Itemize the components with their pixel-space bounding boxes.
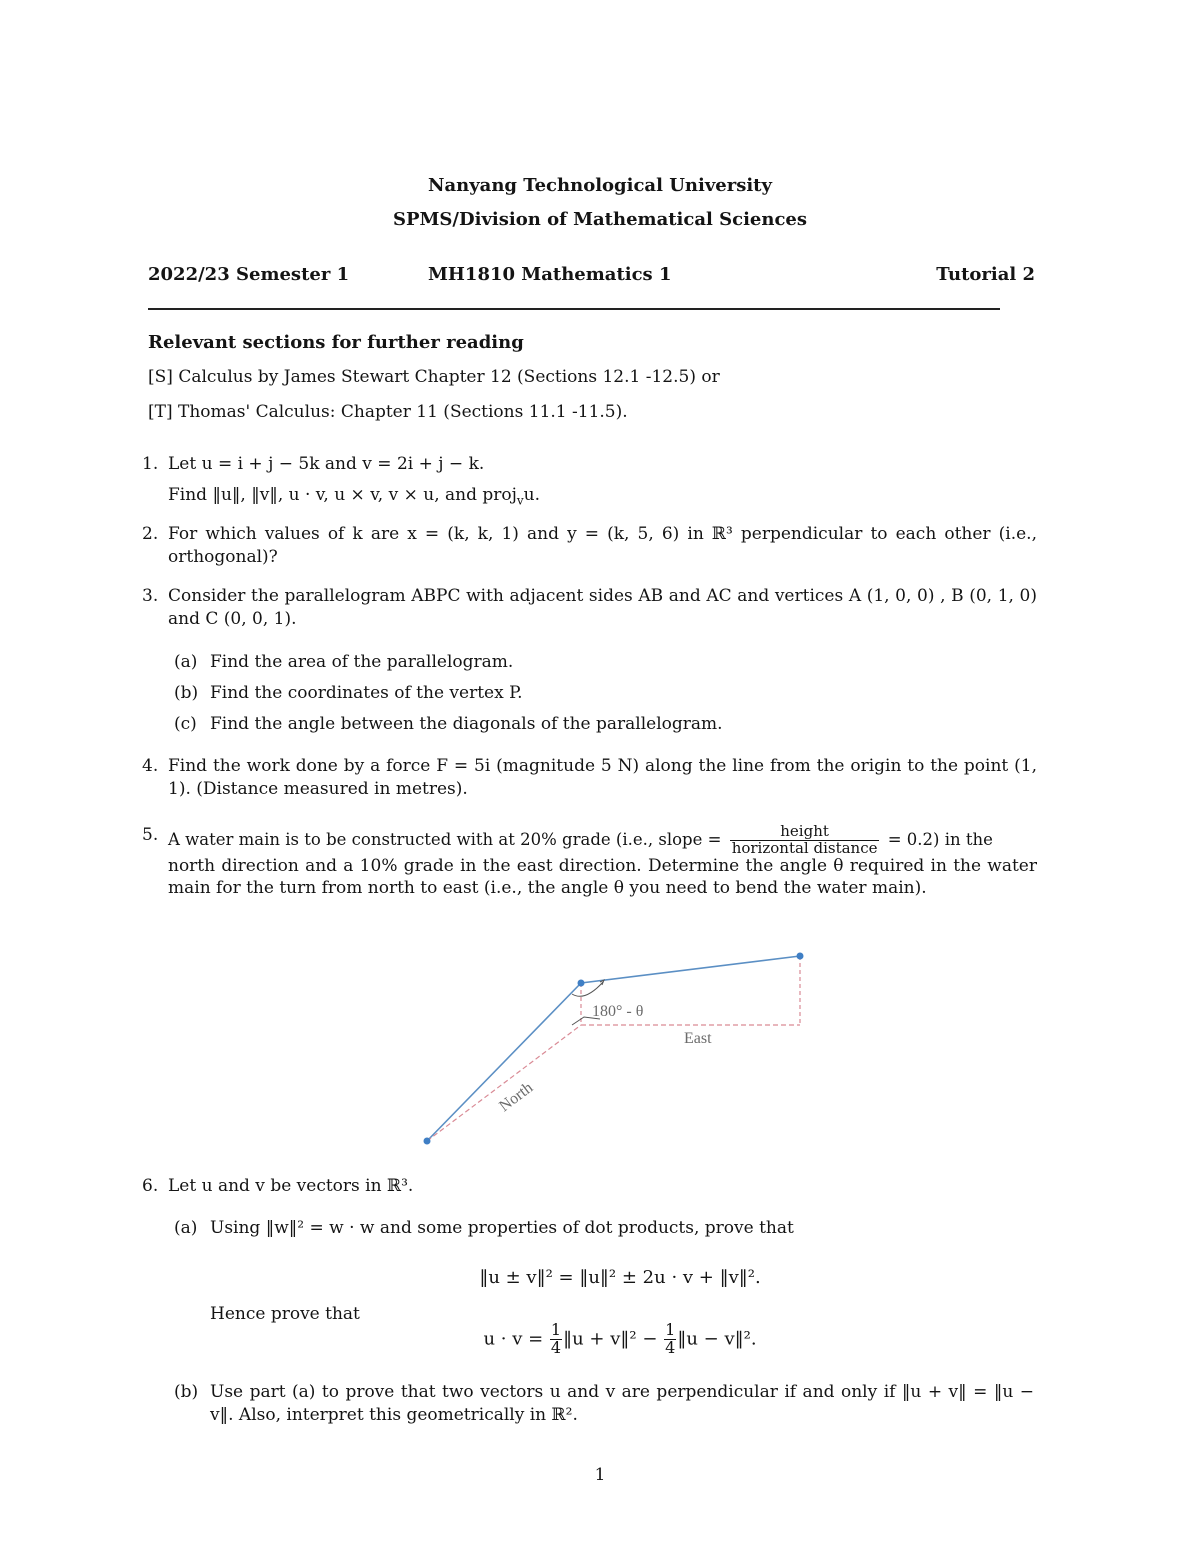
question-3-text: Consider the parallelogram ABPC with adjacent sides AB and AC and vertices A (1, 0, 0) , B (0, 1, 0) and C (0, 0, 1).	[168, 586, 1037, 629]
slope-fraction	[730, 824, 880, 857]
question-number: 1.	[142, 454, 159, 474]
proj-subscript: v	[516, 493, 524, 508]
question-5-line1	[168, 824, 1037, 857]
water-main-diagram	[400, 940, 820, 1155]
fraction-quarter-2	[664, 1322, 676, 1357]
question-4	[142, 755, 1037, 801]
fraction-denominator: horizontal distance	[731, 838, 878, 857]
question-3c	[174, 713, 1034, 736]
reading-ref-thomas: [T] Thomas' Calculus: Chapter 11 (Sections 11.1 -11.5).	[148, 402, 628, 422]
fraction-numerator: height	[730, 824, 880, 841]
part-label: (b)	[174, 1382, 199, 1402]
fraction-quarter-1	[550, 1322, 562, 1357]
question-6b-text: Use part (a) to prove that two vectors u and v are perpendicular if and only if ‖u + v‖ = ‖u − v‖. Also, interpret this geometrically in ℝ².	[210, 1382, 1034, 1425]
part-label: (b)	[174, 683, 199, 703]
semester-label: 2022/23 Semester 1	[148, 264, 350, 285]
question-1-end: u.	[523, 484, 541, 505]
part-label: (a)	[174, 652, 198, 672]
start-point	[424, 1138, 431, 1145]
question-number: 4.	[142, 756, 159, 776]
fraction-numerator: 1	[550, 1320, 562, 1339]
question-number: 6.	[142, 1176, 159, 1196]
question-2-text: For which values of k are x = (k, k, 1) and y = (k, 5, 6) in ℝ³ perpendicular to each other (i.e., orthogonal)?	[168, 524, 1037, 567]
question-6a	[174, 1217, 1034, 1240]
question-5	[142, 824, 1037, 900]
bend-point	[578, 980, 585, 987]
east-pipe-line	[581, 956, 800, 983]
header-divider	[148, 308, 1000, 310]
north-pipe-line	[427, 983, 581, 1141]
question-4-text: Find the work done by a force F = 5i (magnitude 5 N) along the line from the origin to the point (1, 1). (Distance measured in metres).	[168, 756, 1037, 799]
north-ground-dashed	[427, 1025, 581, 1141]
north-label: North	[496, 1079, 537, 1116]
fraction-denominator: 4	[550, 1337, 562, 1357]
fraction-numerator: 1	[665, 1320, 676, 1339]
question-5-rest: north direction and a 10% grade in the east direction. Determine the angle θ required in the water main for the turn from north to east (i.e., the angle θ you need to bend the water main).	[168, 855, 1037, 899]
tutorial-label: Tutorial 2	[936, 264, 1035, 285]
angle-arc	[572, 982, 603, 996]
question-6-text: Let u and v be vectors in ℝ³.	[168, 1176, 414, 1196]
question-5-post: = 0.2) in the	[887, 829, 993, 849]
question-number: 3.	[142, 586, 159, 606]
hence-text: Hence prove that	[210, 1304, 360, 1324]
university-title: Nanyang Technological University	[428, 175, 772, 196]
page-number: 1	[594, 1465, 606, 1485]
eq-middle: ‖u + v‖² −	[563, 1328, 658, 1350]
division-title: SPMS/Division of Mathematical Sciences	[392, 209, 808, 230]
question-3	[142, 585, 1037, 631]
question-1-find: Find ‖u‖, ‖v‖, u · v, u × v, v × u, and proj	[168, 484, 517, 505]
fraction-denominator: 4	[665, 1337, 676, 1357]
reading-ref-stewart: [S] Calculus by James Stewart Chapter 12 (Sections 12.1 -12.5) or	[148, 367, 720, 387]
question-number: 5.	[142, 825, 159, 845]
question-1-line1: Let u = i + j − 5k and v = 2i + j − k.	[168, 454, 485, 474]
angle-label: 180° - θ	[592, 1003, 644, 1020]
question-6a-text: Using ‖w‖² = w · w and some properties of dot products, prove that	[210, 1218, 794, 1238]
question-3b	[174, 682, 1034, 705]
equation-polarization	[0, 1322, 1200, 1357]
question-1	[142, 453, 1037, 509]
question-3c-text: Find the angle between the diagonals of the parallelogram.	[210, 714, 723, 734]
question-1-line2	[168, 484, 1037, 509]
part-label: (c)	[174, 714, 197, 734]
eq-left: u · v =	[483, 1328, 544, 1350]
question-3a	[174, 651, 1034, 674]
east-label: East	[684, 1030, 712, 1047]
question-2	[142, 523, 1037, 569]
question-5-pre: A water main is to be constructed with at 20% grade (i.e., slope =	[168, 829, 722, 849]
question-6b	[174, 1381, 1034, 1427]
reading-heading: Relevant sections for further reading	[148, 332, 524, 353]
equation-norm-expansion: ‖u ± v‖² = ‖u‖² ± 2u · v + ‖v‖².	[479, 1267, 761, 1288]
end-point	[797, 953, 804, 960]
part-label: (a)	[174, 1218, 198, 1238]
question-6	[142, 1175, 1037, 1198]
question-3b-text: Find the coordinates of the vertex P.	[210, 683, 523, 703]
eq-end: ‖u − v‖².	[677, 1328, 757, 1350]
question-number: 2.	[142, 524, 159, 544]
course-label: MH1810 Mathematics 1	[428, 264, 672, 285]
question-3a-text: Find the area of the parallelogram.	[210, 652, 514, 672]
